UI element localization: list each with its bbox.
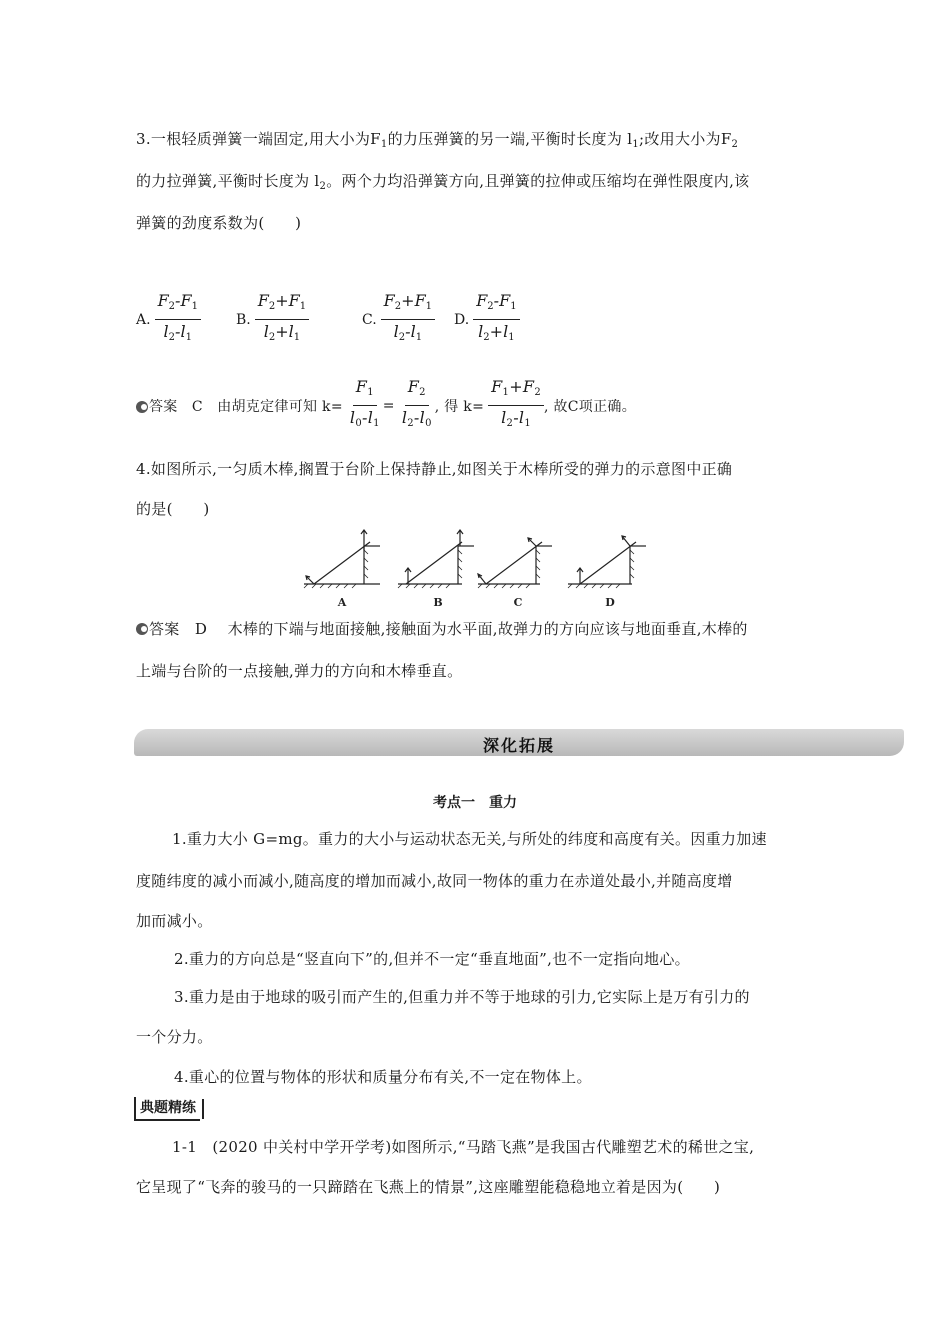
option-b[interactable]: B. $\frac{F2+F1}{l2+l1}$: [236, 292, 309, 347]
point-1-line-1: 1.重力大小 G=mg。重力的大小与运动状态无关,与所处的纬度和高度有关。因重力加速: [172, 830, 767, 848]
example-line-1: 1-1 (2020 中关村中学开学考)如图所示,“马踏飞燕”是我国古代雕塑艺术的稀世之宝,: [172, 1138, 755, 1156]
practice-tag: 典题精练: [134, 1097, 200, 1121]
option-c[interactable]: C. $\frac{F2+F1}{l2-l1}$: [362, 292, 435, 347]
point-4: 4.重心的位置与物体的形状和质量分布有关,不一定在物体上。: [174, 1068, 592, 1086]
point-1-line-2: 度随纬度的减小而减小,随高度的增加而减小,故同一物体的重力在赤道处最小,并随高度增: [136, 872, 733, 890]
option-b-fraction: $\frac{F2+F1}{l2+l1}$: [255, 292, 309, 347]
point-2: 2.重力的方向总是“竖直向下”的,但并不一定“垂直地面”,也不一定指向地心。: [174, 950, 690, 968]
q4-line-2: 的是( ): [136, 500, 210, 518]
example-line-2: 它呈现了“飞奔的骏马的一只蹄踏在飞燕上的情景”,这座雕塑能稳稳地立着是因为( ): [136, 1178, 721, 1196]
answer-fraction-1: $\frac{F1}{l0-l1}$: [349, 377, 380, 429]
point-3-line-1: 3.重力是由于地球的吸引而产生的,但重力并不等于地球的引力,它实际上是万有引力的: [174, 988, 750, 1006]
answer-icon: [136, 623, 148, 635]
option-a[interactable]: A. $\frac{F2-F1}{l2-l1}$: [136, 292, 201, 347]
q3-answer: 答案 C 由胡克定律可知 k= $\frac{F1}{l0-l1}$ = $\frac{F2}{l2-l0}$ , 得 k= $\frac{F1+F2}{l2-l1}$ , 故C项正确。: [136, 378, 636, 433]
option-d[interactable]: D. $\frac{F2-F1}{l2+l1}$: [454, 292, 520, 347]
q4-line-1: 4.如图所示,一匀质木棒,搁置于台阶上保持静止,如图关于木棒所受的弹力的示意图中正确: [136, 460, 733, 478]
topic-heading: 考点一 重力: [433, 795, 517, 811]
answer-icon: [136, 401, 148, 413]
option-d-fraction: $\frac{F2-F1}{l2+l1}$: [473, 292, 519, 347]
point-3-line-2: 一个分力。: [136, 1028, 213, 1046]
figure-label-a: A: [337, 596, 347, 609]
point-1-line-3: 加而减小。: [136, 912, 213, 930]
option-a-fraction: $\frac{F2-F1}{l2-l1}$: [155, 292, 201, 347]
q3-line-2: 的力拉弹簧,平衡时长度为 $l_2$。两个力均沿弹簧方向,且弹簧的拉伸或压缩均在弹性限度内,该: [136, 172, 750, 192]
q3-line-1: 3.一根轻质弹簧一端固定,用大小为$F_1$的力压弹簧的另一端,平衡时长度为 $l_1$;改用大小为$F_2$: [136, 130, 739, 150]
q4-answer-line-2: 上端与台阶的一点接触,弹力的方向和木棒垂直。: [136, 662, 463, 680]
q3-options: [136, 292, 596, 342]
section-banner-title: 深化拓展: [482, 736, 555, 755]
answer-fraction-2: $\frac{F2}{l2-l0}$: [401, 377, 432, 429]
q4-answer-line-1: 答案 D 木棒的下端与地面接触,接触面为水平面,故弹力的方向应该与地面垂直,木棒的: [136, 618, 748, 639]
rod-diagrams: [300, 528, 660, 612]
figure-label-c: C: [513, 596, 523, 609]
q4-figures: [300, 528, 660, 612]
option-c-fraction: $\frac{F2+F1}{l2-l1}$: [381, 292, 435, 347]
q3-line-3: 弹簧的劲度系数为( ): [136, 214, 302, 232]
answer-fraction-3: $\frac{F1+F2}{l2-l1}$: [488, 378, 544, 433]
figure-label-d: D: [605, 596, 615, 609]
figure-label-b: B: [433, 596, 443, 609]
section-banner: [134, 729, 904, 756]
